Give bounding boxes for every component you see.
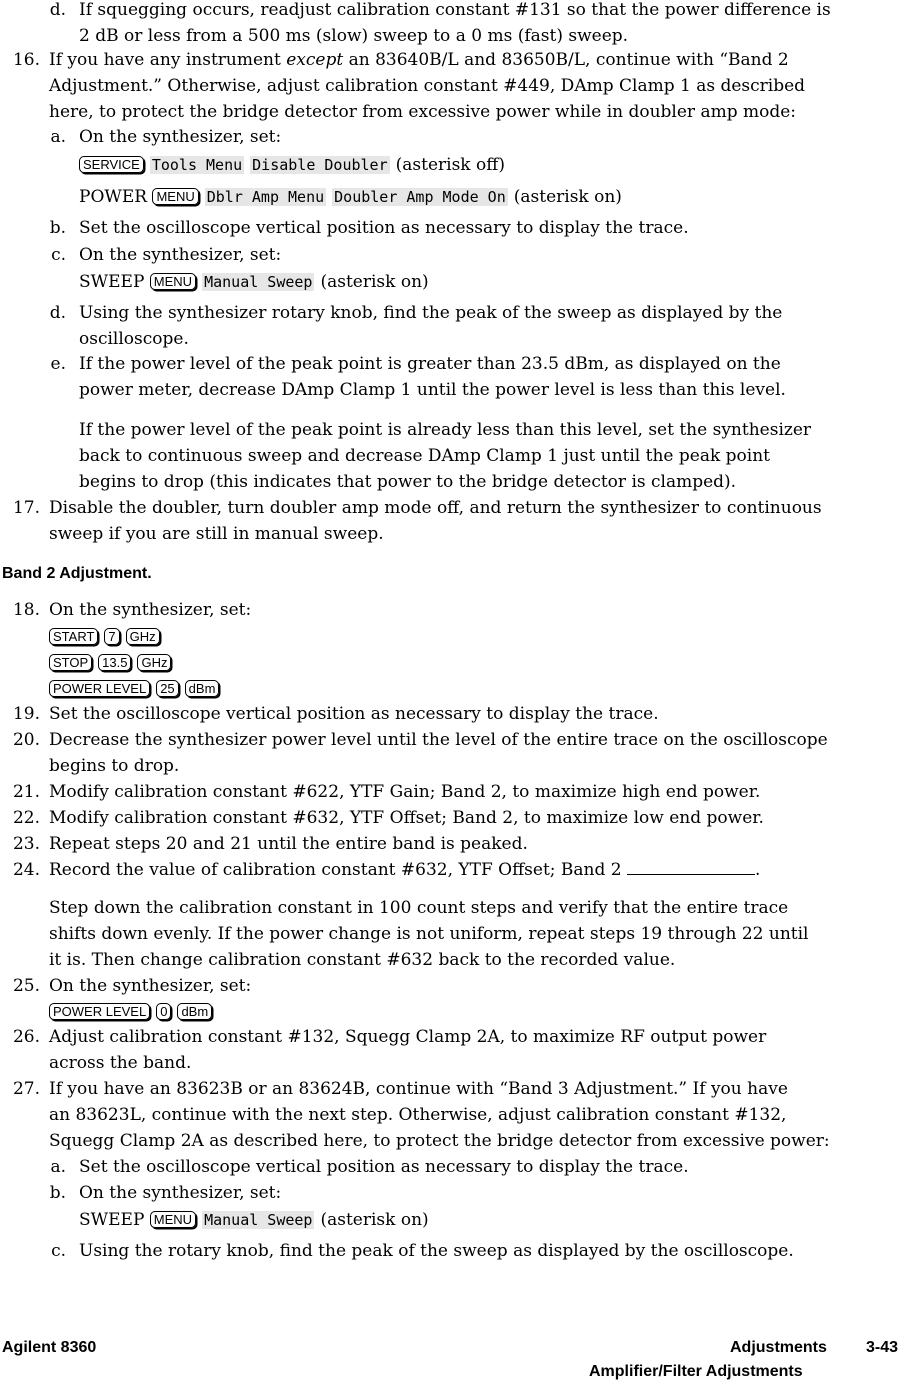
- step-text: begins to drop (this indicates that power to the bridge detector is clamped).: [79, 472, 737, 492]
- service-key[interactable]: SERVICE: [79, 156, 144, 173]
- step-text: If the power level of the peak point is already less than this level, set the synthesizer: [79, 420, 812, 440]
- step-text: Modify calibration constant #622, YTF Gain; Band 2, to maximize high end power.: [49, 782, 761, 802]
- step-text: Set the oscilloscope vertical position as necessary to display the trace.: [79, 1157, 689, 1177]
- step-text: Repeat steps 20 and 21 until the entire band is peaked.: [49, 834, 528, 854]
- step-text: Modify calibration constant #632, YTF Offset; Band 2, to maximize low end power.: [49, 808, 764, 828]
- record-value-blank: [627, 860, 755, 875]
- tools-menu-softkey[interactable]: Tools Menu: [151, 156, 243, 174]
- key-sequence: [49, 627, 166, 647]
- step-text: If you have any instrument except an 83640B/L and 83650B/L, continue with “Band 2: [49, 50, 789, 70]
- key-sequence: [79, 1210, 429, 1230]
- step-number: 17.: [12, 498, 40, 518]
- key-note: (asterisk off): [395, 155, 505, 175]
- step-number: 23.: [12, 834, 40, 854]
- footer-page-number: 3-43: [866, 1339, 899, 1356]
- step-number: 18.: [12, 600, 40, 620]
- step-text: here, to protect the bridge detector from excessive power while in doubler amp mode:: [49, 102, 797, 122]
- key-sequence: [49, 679, 225, 699]
- step-text: Using the rotary knob, find the peak of the sweep as displayed by the oscilloscope.: [79, 1241, 794, 1261]
- key-sequence: [49, 653, 177, 673]
- ghz-key[interactable]: GHz: [126, 628, 160, 645]
- step-number: 22.: [12, 808, 40, 828]
- substep-letter: d.: [49, 0, 66, 20]
- stop-key[interactable]: STOP: [49, 654, 92, 671]
- step-text: Record the value of calibration constant #632, YTF Offset; Band 2 .: [49, 860, 761, 880]
- digit-key[interactable]: 0: [156, 1003, 171, 1020]
- substep-letter: c.: [51, 1241, 66, 1261]
- step-text: On the synthesizer, set:: [49, 600, 252, 620]
- key-sequence: [49, 1002, 218, 1022]
- substep-letter: a.: [50, 1157, 66, 1177]
- manual-sweep-softkey[interactable]: Manual Sweep: [204, 273, 313, 291]
- step-text: Set the oscilloscope vertical position as necessary to display the trace.: [79, 218, 689, 238]
- step-number: 16.: [12, 50, 40, 70]
- substep-letter: a.: [50, 127, 66, 147]
- step-number: 25.: [12, 976, 40, 996]
- step-text: back to continuous sweep and decrease DAmp Clamp 1 just until the peak point: [79, 446, 770, 466]
- footer-section: Amplifier/Filter Adjustments: [589, 1363, 803, 1380]
- step-number: 24.: [12, 860, 40, 880]
- substep-letter: c.: [51, 245, 66, 265]
- doubler-amp-mode-on-softkey[interactable]: Doubler Amp Mode On: [334, 188, 506, 206]
- digit-key[interactable]: 13.5: [98, 654, 131, 671]
- footer-product: Agilent 8360: [2, 1339, 97, 1356]
- section-heading: Band 2 Adjustment.: [2, 565, 152, 582]
- manual-sweep-softkey[interactable]: Manual Sweep: [204, 1211, 313, 1229]
- key-sequence: [79, 272, 429, 292]
- ghz-key[interactable]: GHz: [137, 654, 171, 671]
- digit-key[interactable]: 7: [104, 628, 119, 645]
- footer-chapter: Adjustments: [730, 1339, 827, 1356]
- step-text: Adjustment.” Otherwise, adjust calibration constant #449, DAmp Clamp 1 as described: [49, 76, 806, 96]
- step-text: Using the synthesizer rotary knob, find the peak of the sweep as displayed by the: [79, 303, 783, 323]
- substep-letter: b.: [49, 218, 66, 238]
- key-note: (asterisk on): [320, 272, 429, 292]
- step-text: If squegging occurs, readjust calibration constant #131 so that the power difference is: [79, 0, 831, 20]
- step-text: On the synthesizer, set:: [79, 127, 282, 147]
- step-text: On the synthesizer, set:: [79, 245, 282, 265]
- power-level-key[interactable]: POWER LEVEL: [49, 680, 150, 697]
- disable-doubler-softkey[interactable]: Disable Doubler: [252, 156, 388, 174]
- step-text: an 83623L, continue with the next step. Otherwise, adjust calibration constant #132,: [49, 1105, 787, 1125]
- key-note: (asterisk on): [320, 1210, 429, 1230]
- menu-key[interactable]: MENU: [150, 273, 196, 290]
- step-text: If you have an 83623B or an 83624B, continue with “Band 3 Adjustment.” If you have: [49, 1079, 788, 1099]
- step-text: Set the oscilloscope vertical position as necessary to display the trace.: [49, 704, 659, 724]
- step-text: sweep if you are still in manual sweep.: [49, 524, 384, 544]
- dbm-key[interactable]: dBm: [177, 1003, 212, 1020]
- key-prefix: POWER: [79, 187, 148, 207]
- dbm-key[interactable]: dBm: [185, 680, 220, 697]
- step-number: 21.: [12, 782, 40, 802]
- step-text: shifts down evenly. If the power change is not uniform, repeat steps 19 through 22 until: [49, 924, 809, 944]
- key-prefix: SWEEP: [79, 272, 145, 292]
- step-text: across the band.: [49, 1053, 192, 1073]
- digit-key[interactable]: 25: [156, 680, 178, 697]
- substep-letter: d.: [49, 303, 66, 323]
- step-text: Decrease the synthesizer power level until the level of the entire trace on the oscilloscope: [49, 730, 828, 750]
- step-text: it is. Then change calibration constant #632 back to the recorded value.: [49, 950, 676, 970]
- step-number: 20.: [12, 730, 40, 750]
- key-note: (asterisk on): [513, 187, 622, 207]
- step-number: 19.: [12, 704, 40, 724]
- start-key[interactable]: START: [49, 628, 98, 645]
- step-text: begins to drop.: [49, 756, 180, 776]
- step-text: Disable the doubler, turn doubler amp mode off, and return the synthesizer to continuous: [49, 498, 822, 518]
- step-text: power meter, decrease DAmp Clamp 1 until the power level is less than this level.: [79, 380, 786, 400]
- substep-letter: b.: [49, 1183, 66, 1203]
- step-text: On the synthesizer, set:: [49, 976, 252, 996]
- key-prefix: SWEEP: [79, 1210, 145, 1230]
- key-sequence: [79, 187, 622, 207]
- key-sequence: [79, 155, 505, 175]
- substep-letter: e.: [50, 354, 66, 374]
- step-text: 2 dB or less from a 500 ms (slow) sweep to a 0 ms (fast) sweep.: [79, 26, 629, 46]
- step-text: Step down the calibration constant in 100 count steps and verify that the entire trace: [49, 898, 789, 918]
- step-text: oscilloscope.: [79, 329, 189, 349]
- step-text: On the synthesizer, set:: [79, 1183, 282, 1203]
- menu-key[interactable]: MENU: [150, 1211, 196, 1228]
- dblr-amp-menu-softkey[interactable]: Dblr Amp Menu: [206, 188, 325, 206]
- step-text: If the power level of the peak point is greater than 23.5 dBm, as displayed on the: [79, 354, 781, 374]
- step-number: 26.: [12, 1027, 40, 1047]
- power-level-key[interactable]: POWER LEVEL: [49, 1003, 150, 1020]
- step-number: 27.: [12, 1079, 40, 1099]
- step-text: Adjust calibration constant #132, Squegg Clamp 2A, to maximize RF output power: [49, 1027, 767, 1047]
- menu-key[interactable]: MENU: [152, 188, 198, 205]
- step-text: Squegg Clamp 2A as described here, to protect the bridge detector from excessive power:: [49, 1131, 830, 1151]
